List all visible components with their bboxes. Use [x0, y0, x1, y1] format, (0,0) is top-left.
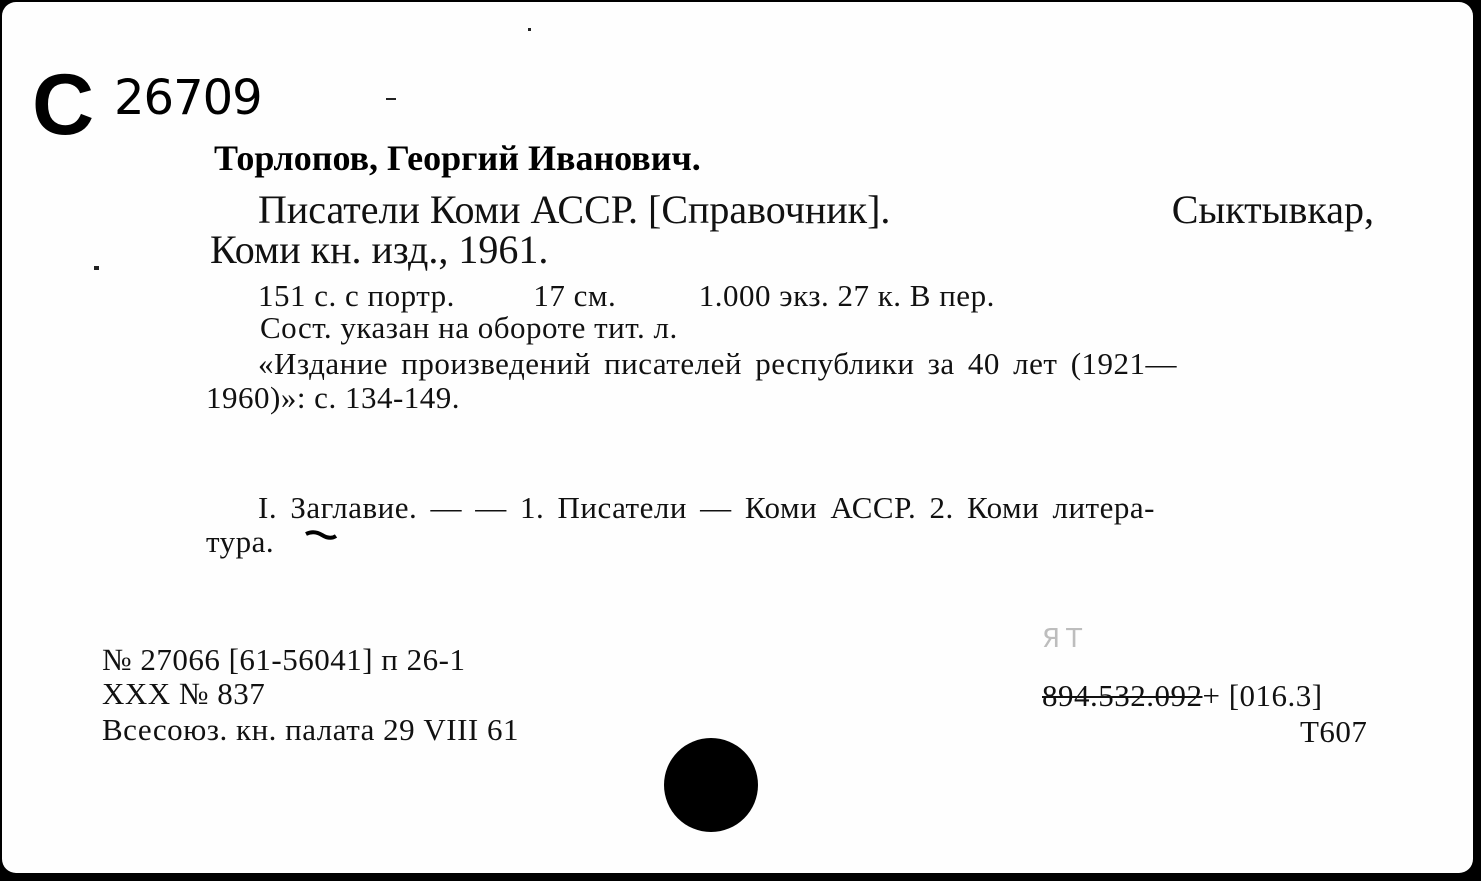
classification-struck: 894.532.092 [1042, 678, 1203, 713]
faint-stamp: ЯТ [1042, 624, 1088, 654]
call-letter: C [32, 57, 95, 153]
pages: 151 с. с портр. [258, 278, 455, 313]
note-bibliography-line-2: 1960)»: с. 134-149. [206, 380, 461, 415]
note-bibliography-line-1: «Издание произведений писателей республики за 40 лет (1921— [258, 346, 1178, 381]
author-heading: Торлопов, Георгий Иванович. [214, 138, 701, 178]
note-compiler: Сост. указан на обороте тит. л. [260, 310, 678, 345]
speck [528, 28, 531, 31]
tracing-line-2: тура. [206, 524, 275, 559]
footer-series-number: XXX № 837 [102, 676, 266, 711]
speck [94, 266, 99, 270]
publication-place: Сыктывкар, [1171, 187, 1374, 232]
footer-order-number: № 27066 [61-56041] п 26-1 [102, 642, 466, 677]
tilde-mark [304, 530, 338, 540]
copies-price: 1.000 экз. 27 к. В пер. [698, 278, 995, 313]
size: 17 см. [533, 278, 617, 313]
punch-hole [664, 738, 758, 832]
speck [386, 98, 396, 100]
author-mark: Т607 [1300, 714, 1368, 749]
catalog-card [2, 2, 1473, 873]
title-text: Писатели Коми АССР. [Справочник]. [258, 187, 891, 232]
classification-rest: + [016.3] [1202, 678, 1323, 713]
physical-description [258, 278, 1198, 314]
footer-chamber-date: Всесоюз. кн. палата 29 VIII 61 [102, 712, 520, 747]
classification-index [1042, 678, 1323, 714]
publisher-year: Коми кн. изд., 1961. [210, 227, 549, 272]
tracing-line-1: I. Заглавие. — — 1. Писатели — Коми АССР. 2. Коми литера- [258, 490, 1155, 525]
call-number: 26709 [114, 70, 262, 126]
